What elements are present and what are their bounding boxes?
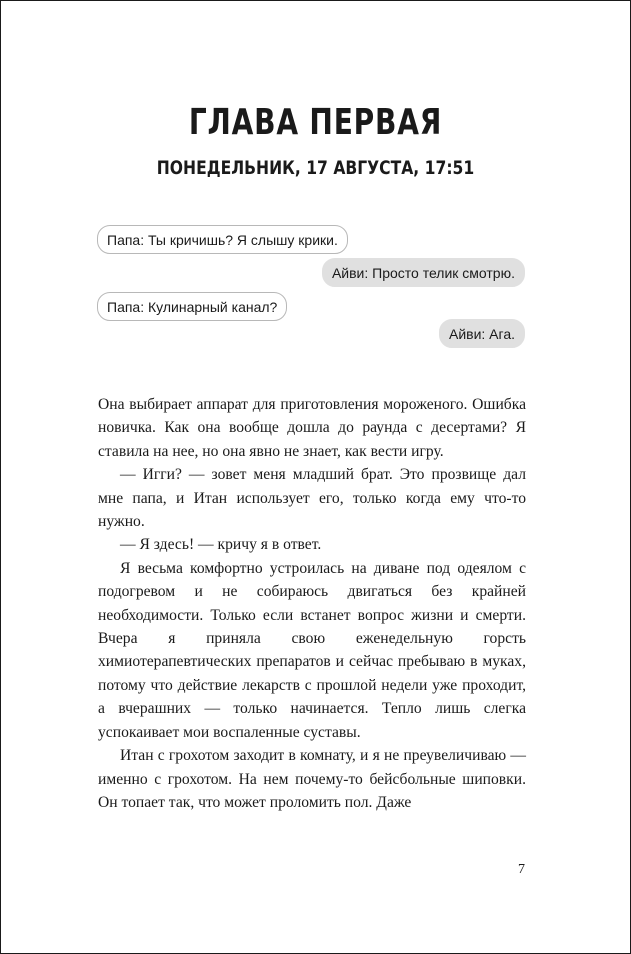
paragraph: Итан с грохотом заходит в комнату, и я не преувеличиваю — именно с грохотом. На нем почему-то бейсбольные шиповки. Он топает так, что может проломить пол. Даже	[98, 747, 526, 811]
chapter-title: ГЛАВА ПЕРВАЯ	[188, 102, 443, 143]
paragraph: Она выбирает аппарат для приготовления мороженого. Ошибка новичка. Как она вообще дошла до раунда с десертами? Я ставила на нее, но она явно не знает, как вести игру.	[98, 396, 526, 460]
chat-bubble-outgoing: Айви: Просто телик смотрю.	[322, 258, 525, 287]
chat-bubble-incoming: Папа: Ты кричишь? Я слышу крики.	[97, 225, 348, 254]
paragraph: — Игги? — зовет меня младший брат. Это прозвище дал мне папа, и Итан использует его, только когда ему что-то нужно.	[98, 466, 526, 531]
chapter-subtitle: ПОНЕДЕЛЬНИК, 17 АВГУСТА, 17:51	[156, 157, 475, 179]
page-number: 7	[518, 862, 525, 877]
chat-bubble-outgoing: Айви: Ага.	[439, 319, 525, 348]
paragraph: Я весьма комфортно устроилась на диване под одеялом с подогревом и не собираюсь двигаться без крайней необходимости. Только если встанет вопрос жизни и смерти. Вчера я приняла свою еженедельную горсть химиотерапевтических препаратов и сейчас пребываю в муках, потому что действие лекарств с прошлой недели уже проходит, а вчерашних — только начинается. Тепло лишь слегка успокаивает мои воспаленные суставы.	[98, 559, 526, 741]
paragraph: — Я здесь! — кричу я в ответ.	[120, 536, 322, 554]
body-text	[98, 393, 526, 814]
chat-bubble-incoming: Папа: Кулинарный канал?	[97, 292, 287, 321]
